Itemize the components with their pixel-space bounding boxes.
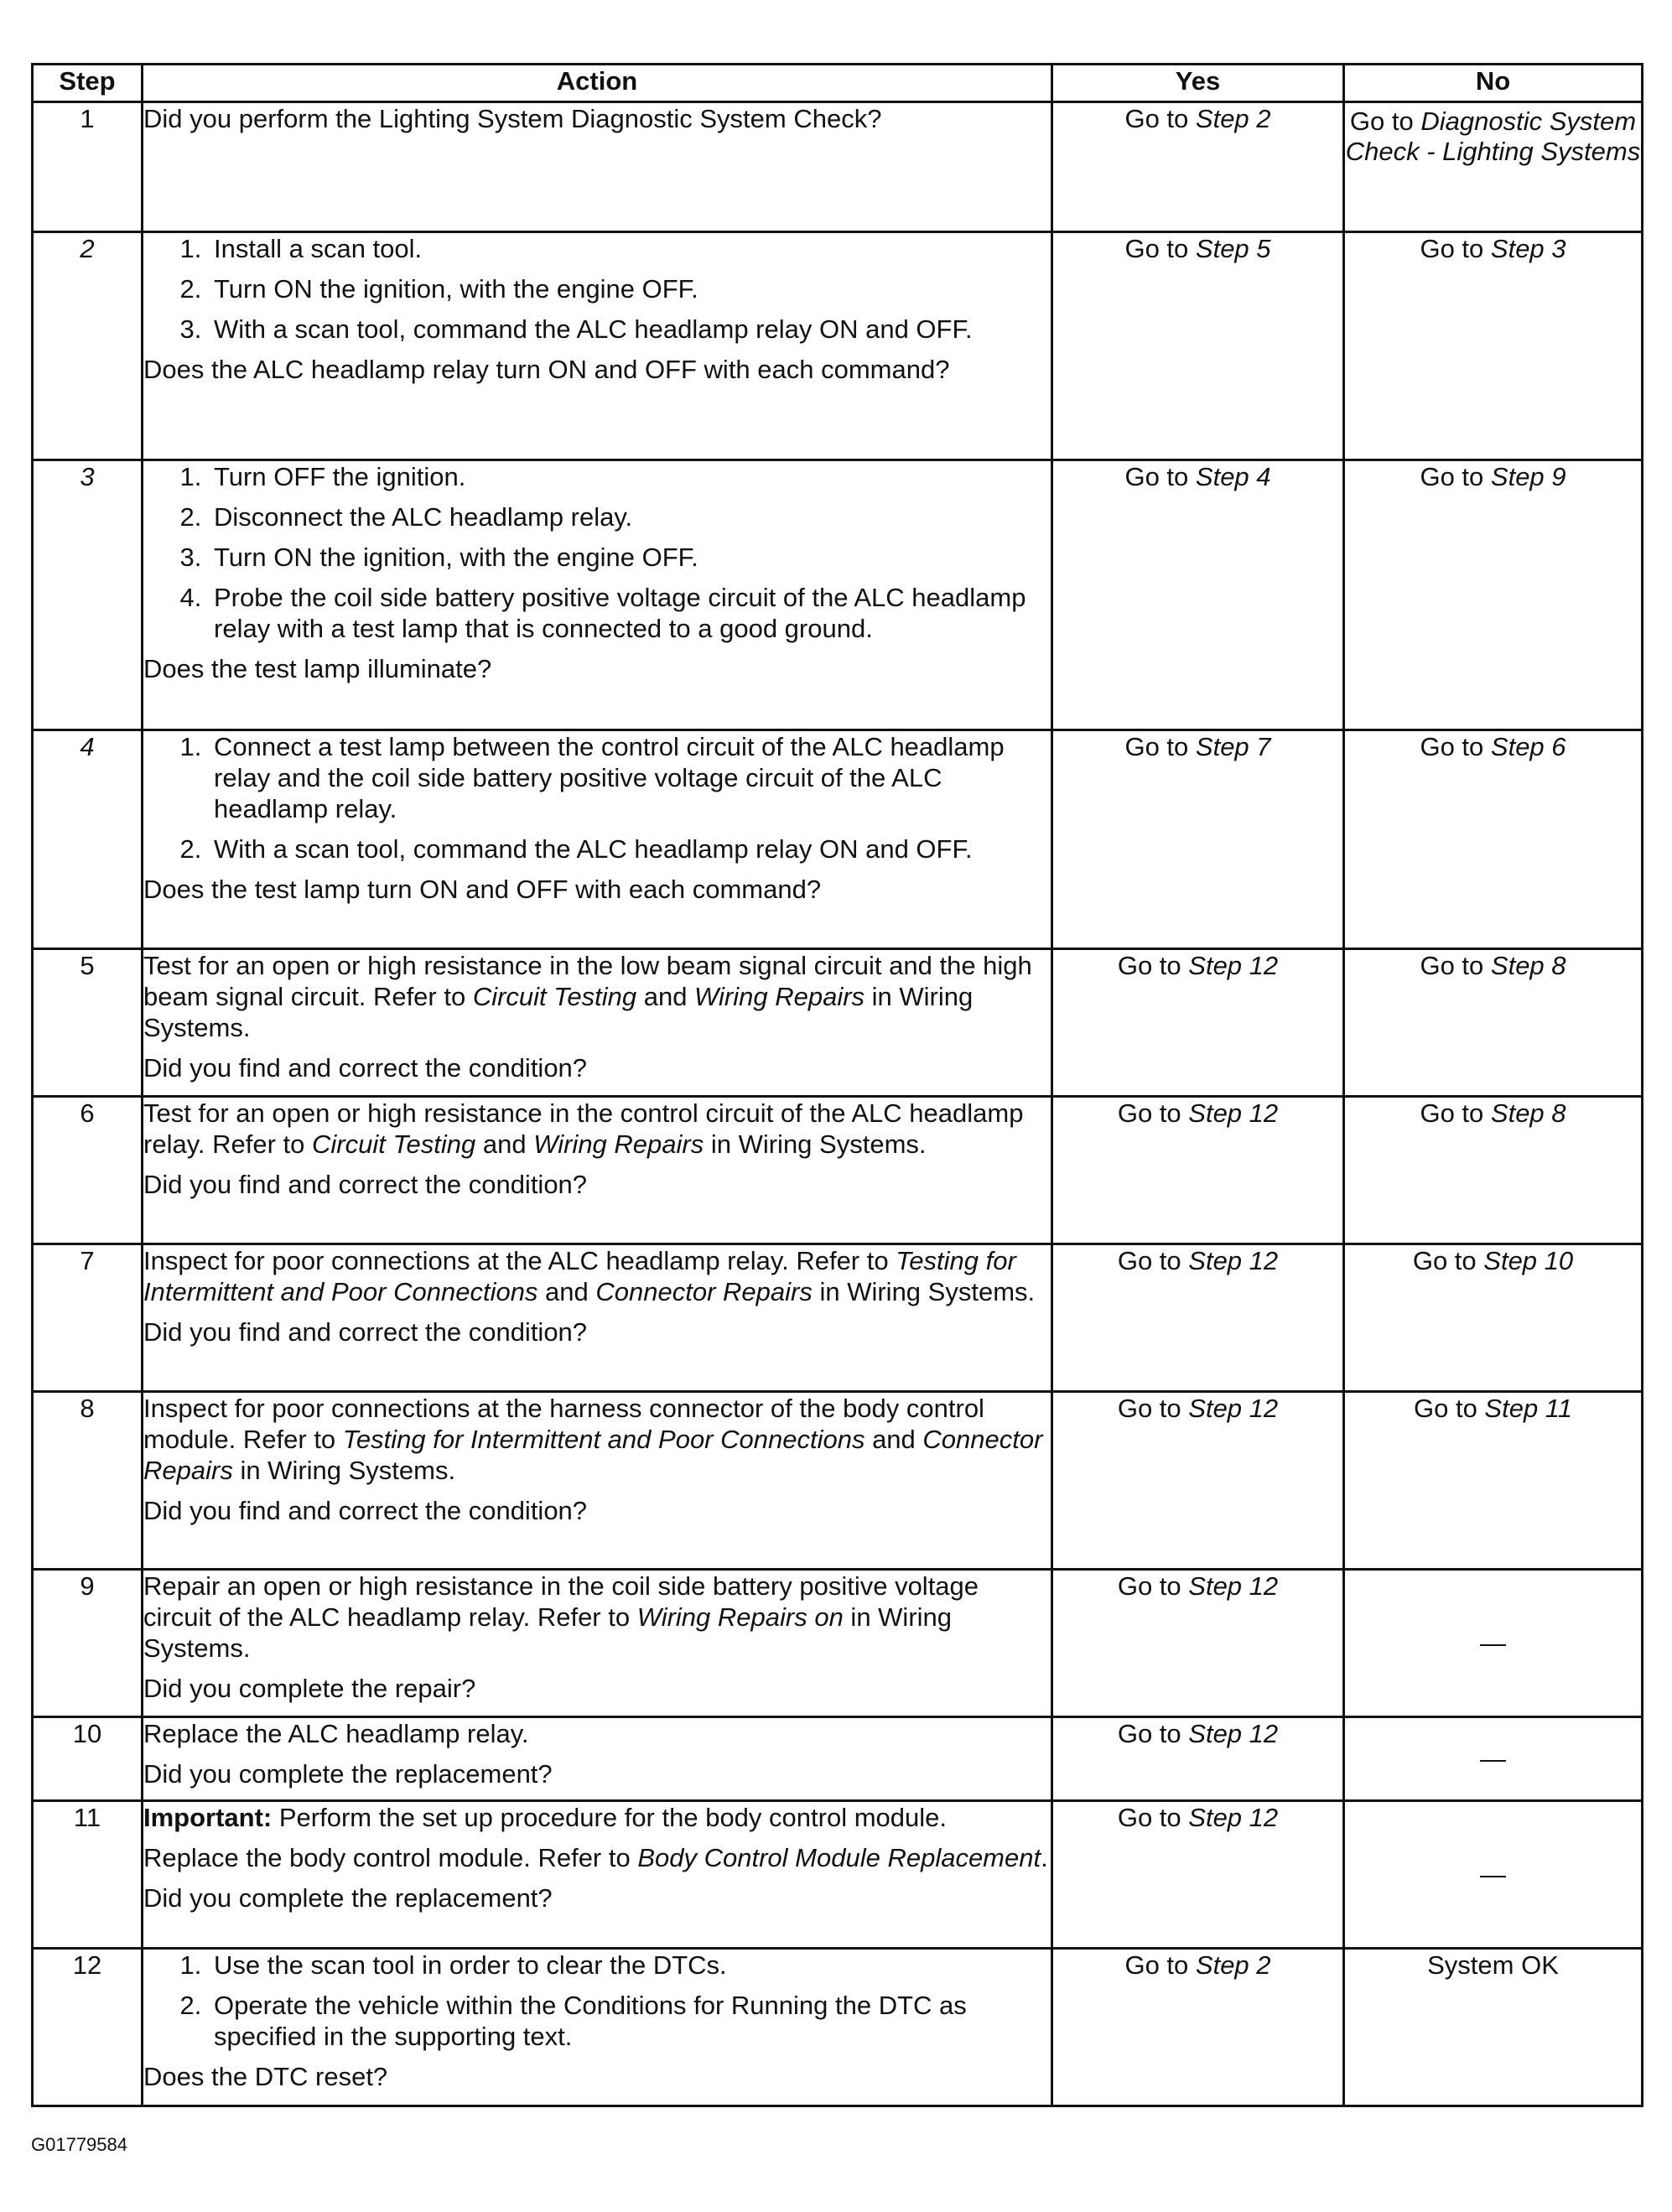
table-row <box>33 460 1643 730</box>
action-question: Did you find and correct the condition? <box>143 1170 588 1199</box>
step-number: 9 <box>33 1570 143 1717</box>
no-cell: Go to Step 11 <box>1344 1392 1643 1570</box>
step-number: 6 <box>33 1097 143 1244</box>
action-cell <box>143 1801 1052 1949</box>
no-cell: — <box>1344 1717 1643 1801</box>
action-step: 2. Turn ON the ignition, with the engine OFF. <box>209 273 1051 304</box>
action-step: 4. Probe the coil side battery positive voltage circuit of the ALC headlamp relay with a test lamp that is connected to a good ground. <box>209 582 1051 644</box>
yes-cell: Go to Step 2 <box>1052 1949 1344 2106</box>
yes-cell: Go to Step 4 <box>1052 460 1344 730</box>
no-cell: Go to Diagnostic System Check - Lighting Systems <box>1344 102 1643 232</box>
step-number: 8 <box>33 1392 143 1570</box>
figure-code: G01779584 <box>31 2134 127 2155</box>
no-cell: Go to Step 8 <box>1344 949 1643 1097</box>
no-cell: Go to Step 10 <box>1344 1244 1643 1392</box>
action-question: Does the ALC headlamp relay turn ON and OFF with each command? <box>143 355 950 384</box>
diagnostic-table <box>31 63 1643 2107</box>
action-steps <box>143 233 1051 345</box>
action-question: Did you find and correct the condition? <box>143 1053 588 1083</box>
table-row <box>33 1570 1643 1717</box>
action-text: Replace the ALC headlamp relay. <box>143 1719 529 1748</box>
no-cell: Go to Step 6 <box>1344 730 1643 949</box>
action-question: Did you find and correct the condition? <box>143 1496 588 1525</box>
action-cell <box>143 1244 1052 1392</box>
table-row <box>33 1717 1643 1801</box>
table-row <box>33 1949 1643 2106</box>
action-question: Did you complete the replacement? <box>143 1759 553 1789</box>
yes-cell: Go to Step 2 <box>1052 102 1344 232</box>
action-step: 3. With a scan tool, command the ALC headlamp relay ON and OFF. <box>209 314 1051 345</box>
table-row <box>33 232 1643 460</box>
yes-cell: Go to Step 12 <box>1052 1244 1344 1392</box>
no-cell: System OK <box>1344 1949 1643 2106</box>
action-cell <box>143 730 1052 949</box>
action-cell <box>143 1570 1052 1717</box>
action-text: Inspect for poor connections at the harness connector of the body control module. Refer to Testing for Intermittent and Poor Connections and Connector Repairs in Wiring Systems. <box>143 1394 1043 1485</box>
yes-cell: Go to Step 12 <box>1052 1801 1344 1949</box>
step-number: 5 <box>33 949 143 1097</box>
action-steps <box>143 1950 1051 2052</box>
header-action: Action <box>143 65 1052 102</box>
step-number: 11 <box>33 1801 143 1949</box>
no-cell: Go to Step 8 <box>1344 1097 1643 1244</box>
step-number: 3 <box>33 460 143 730</box>
yes-cell: Go to Step 7 <box>1052 730 1344 949</box>
action-step: 3. Turn ON the ignition, with the engine OFF. <box>209 542 1051 573</box>
table-row <box>33 102 1643 232</box>
action-cell <box>143 1717 1052 1801</box>
step-number: 7 <box>33 1244 143 1392</box>
action-cell <box>143 1949 1052 2106</box>
no-cell: — <box>1344 1801 1643 1949</box>
table-row <box>33 1801 1643 1949</box>
step-number: 12 <box>33 1949 143 2106</box>
action-text: Inspect for poor connections at the ALC headlamp relay. Refer to Testing for Intermittent and Poor Connections and Connector Repairs in Wiring Systems. <box>143 1246 1036 1306</box>
action-cell <box>143 1097 1052 1244</box>
no-cell: Go to Step 9 <box>1344 460 1643 730</box>
action-cell <box>143 460 1052 730</box>
action-question: Did you complete the repair? <box>143 1674 476 1703</box>
action-text: Test for an open or high resistance in the control circuit of the ALC headlamp relay. Refer to Circuit Testing and Wiring Repairs in Wiring Systems. <box>143 1098 1024 1159</box>
action-text: Replace the body control module. Refer to Body Control Module Replacement. <box>143 1843 1048 1872</box>
table-row <box>33 1097 1643 1244</box>
action-text: Repair an open or high resistance in the coil side battery positive voltage circuit of the ALC headlamp relay. Refer to Wiring Repairs on in Wiring Systems. <box>143 1571 979 1663</box>
header-no: No <box>1344 65 1643 102</box>
action-question: Does the test lamp illuminate? <box>143 654 492 683</box>
action-text: Test for an open or high resistance in the low beam signal circuit and the high beam signal circuit. Refer to Circuit Testing and Wiring Repairs in Wiring Systems. <box>143 951 1032 1042</box>
no-cell: — <box>1344 1570 1643 1717</box>
yes-cell: Go to Step 12 <box>1052 949 1344 1097</box>
action-step: 2. Disconnect the ALC headlamp relay. <box>209 501 1051 532</box>
action-question: Does the DTC reset? <box>143 2062 388 2091</box>
action-step: 1. Install a scan tool. <box>209 233 1051 264</box>
yes-cell: Go to Step 12 <box>1052 1392 1344 1570</box>
step-number: 1 <box>33 102 143 232</box>
action-steps <box>143 731 1051 865</box>
yes-cell: Go to Step 12 <box>1052 1570 1344 1717</box>
action-question: Does the test lamp turn ON and OFF with each command? <box>143 875 822 904</box>
action-cell <box>143 949 1052 1097</box>
yes-cell: Go to Step 12 <box>1052 1097 1344 1244</box>
important-note: Important: Perform the set up procedure for the body control module. <box>143 1803 947 1832</box>
header-yes: Yes <box>1052 65 1344 102</box>
header-step: Step <box>33 65 143 102</box>
table-row <box>33 1392 1643 1570</box>
yes-cell: Go to Step 5 <box>1052 232 1344 460</box>
step-number: 4 <box>33 730 143 949</box>
action-cell <box>143 1392 1052 1570</box>
action-text: Did you perform the Lighting System Diagnostic System Check? <box>143 104 882 133</box>
table-row <box>33 949 1643 1097</box>
step-number: 2 <box>33 232 143 460</box>
action-step: 2. Operate the vehicle within the Conditions for Running the DTC as specified in the supporting text. <box>209 1990 1051 2052</box>
action-steps <box>143 461 1051 644</box>
table-row <box>33 730 1643 949</box>
action-question: Did you find and correct the condition? <box>143 1317 588 1347</box>
action-question: Did you complete the replacement? <box>143 1883 553 1913</box>
action-step: 1. Use the scan tool in order to clear the DTCs. <box>209 1950 1051 1981</box>
action-step: 1. Connect a test lamp between the control circuit of the ALC headlamp relay and the coil side battery positive voltage circuit of the ALC headlamp relay. <box>209 731 1051 824</box>
yes-cell: Go to Step 12 <box>1052 1717 1344 1801</box>
action-step: 2. With a scan tool, command the ALC headlamp relay ON and OFF. <box>209 833 1051 865</box>
action-cell <box>143 232 1052 460</box>
step-number: 10 <box>33 1717 143 1801</box>
header-row <box>33 65 1643 102</box>
action-step: 1. Turn OFF the ignition. <box>209 461 1051 492</box>
action-cell <box>143 102 1052 232</box>
table-row <box>33 1244 1643 1392</box>
no-cell: Go to Step 3 <box>1344 232 1643 460</box>
